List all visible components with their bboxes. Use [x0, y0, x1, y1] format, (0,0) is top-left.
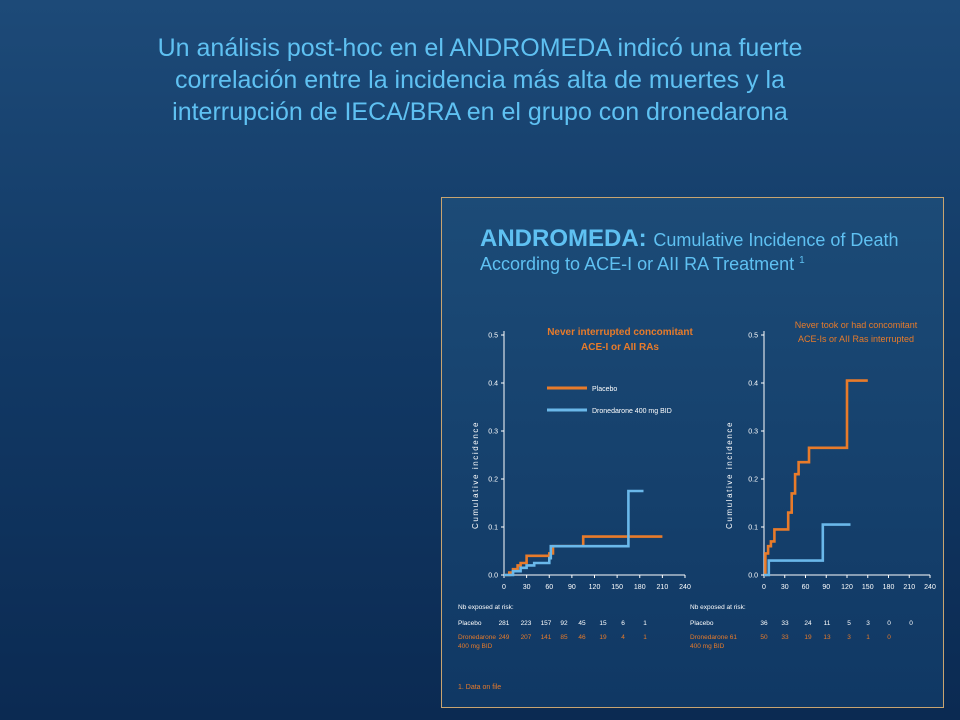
right-chart-dronedarone-line [764, 525, 851, 575]
left-chart-at-risk-value: 281 [498, 620, 510, 627]
left-chart-y-tick-label: 0.4 [488, 380, 498, 388]
right-chart-x-tick-label: 210 [903, 584, 916, 591]
left-chart-at-risk-value: 46 [578, 634, 586, 641]
left-chart-y-tick-label: 0.3 [488, 428, 498, 436]
figure-title-rest: Cumulative Incidence of Death [653, 230, 899, 250]
right-chart-at-risk-value: 50 [760, 634, 768, 641]
left-chart-at-risk-row-label: 400 mg BID [458, 643, 493, 650]
left-chart-at-risk-value: 45 [578, 620, 586, 627]
left-chart-at-risk-value: 223 [520, 620, 532, 627]
right-chart-at-risk-value: 13 [823, 634, 831, 641]
left-chart-at-risk-value: 157 [540, 620, 552, 627]
right-chart-at-risk-value: 33 [781, 620, 789, 627]
right-chart-y-tick-label: 0.2 [748, 476, 758, 484]
left-chart-x-tick-label: 30 [522, 584, 531, 591]
chart-layer [458, 320, 936, 650]
right-chart-at-risk-value: 11 [823, 620, 831, 627]
left-chart-x-tick-label: 180 [633, 584, 646, 591]
left-chart-subtitle: Never interrupted concomitant [547, 327, 693, 338]
figure-title [480, 225, 898, 252]
left-chart-at-risk-value: 19 [599, 634, 607, 641]
right-chart-x-tick-label: 0 [762, 584, 766, 591]
left-chart-placebo-line [504, 537, 662, 575]
right-chart-x-tick-label: 120 [841, 584, 853, 591]
right-chart-placebo-line [764, 381, 868, 575]
left-chart-legend-label: Placebo [592, 386, 618, 393]
right-chart-y-tick-label: 0.4 [748, 380, 758, 388]
left-chart-at-risk-header: Nb exposed at risk: [458, 604, 514, 611]
figure-title-line2 [480, 254, 805, 274]
figure-title-bold: ANDROMEDA: [480, 225, 647, 252]
left-chart-x-tick-label: 210 [656, 584, 669, 591]
right-chart-x-tick-label: 150 [861, 584, 874, 591]
right-chart-at-risk-value: 5 [847, 620, 851, 627]
figure-title-superscript: 1 [799, 255, 805, 266]
figure-svg [442, 198, 943, 707]
left-chart-at-risk-row-label: Placebo [458, 620, 482, 627]
right-chart-x-tick-label: 240 [924, 584, 936, 591]
left-chart-at-risk-value: 15 [599, 620, 607, 627]
left-chart-at-risk-value: 141 [540, 634, 552, 641]
left-chart-at-risk-value: 6 [621, 620, 625, 627]
right-chart-y-axis-label: Cumulative incidence [725, 420, 734, 530]
right-chart-at-risk-value: 3 [866, 620, 870, 627]
right-chart-at-risk-row-label: Placebo [690, 620, 714, 627]
footnote: 1. Data on file [458, 684, 502, 691]
left-chart-at-risk-value: 85 [560, 634, 568, 641]
right-chart-y-tick-label: 0.3 [748, 428, 758, 436]
right-chart-y-tick-label: 0.1 [748, 524, 758, 532]
slide-title [0, 32, 960, 128]
left-chart-at-risk-value: 1 [643, 634, 647, 641]
left-chart-y-tick-label: 0.2 [488, 476, 498, 484]
right-chart-at-risk-row-label: 400 mg BID [690, 643, 725, 650]
right-chart-subtitle: Never took or had concomitant [794, 320, 918, 330]
right-chart-at-risk-value: 33 [781, 634, 789, 641]
left-chart-legend-label: Dronedarone 400 mg BID [592, 408, 672, 415]
right-chart-at-risk-value: 19 [804, 634, 812, 641]
left-chart-at-risk-value: 249 [498, 634, 510, 641]
left-chart-x-tick-label: 0 [502, 584, 506, 591]
right-chart-x-tick-label: 180 [882, 584, 895, 591]
left-chart-x-tick-label: 150 [611, 584, 623, 591]
right-chart-y-tick-label: 0.5 [748, 332, 758, 340]
right-chart-at-risk-row-label: Dronedarone 61 [690, 634, 737, 641]
left-chart-x-tick-label: 120 [588, 584, 601, 591]
right-chart-at-risk-value: 0 [887, 634, 891, 641]
left-chart-x-tick-label: 90 [567, 584, 576, 591]
left-chart-at-risk-value: 4 [621, 634, 625, 641]
right-chart-x-tick-label: 90 [822, 584, 831, 591]
slide-title-line: Un análisis post-hoc en el ANDROMEDA indicó una fuerte [157, 34, 803, 62]
right-chart-at-risk-value: 24 [804, 620, 812, 627]
left-chart-subtitle: ACE-I or AII RAs [581, 342, 659, 353]
right-chart-at-risk-value: 36 [760, 620, 768, 627]
right-chart-at-risk-header: Nb exposed at risk: [690, 604, 746, 611]
left-chart-y-axis-label: Cumulative incidence [471, 420, 480, 530]
right-chart-at-risk-value: 3 [847, 634, 851, 641]
left-chart-x-tick-label: 60 [545, 584, 554, 591]
left-chart-at-risk-value: 1 [643, 620, 647, 627]
left-chart-at-risk-value: 207 [520, 634, 532, 641]
right-chart-x-tick-label: 30 [780, 584, 789, 591]
right-chart-y-tick-label: 0.0 [748, 572, 758, 580]
figure-title-line2-text: According to ACE-I or AII RA Treatment [480, 254, 795, 274]
slide-title-line: interrupción de IECA/BRA en el grupo con dronedarona [172, 98, 788, 126]
left-chart-at-risk-value: 92 [560, 620, 568, 627]
left-chart-x-tick-label: 240 [679, 584, 691, 591]
left-chart-at-risk-row-label: Dronedarone [458, 634, 496, 641]
figure-panel [441, 197, 944, 708]
slide-title-line: correlación entre la incidencia más alta de muertes y la [174, 66, 786, 94]
left-chart-y-tick-label: 0.0 [488, 572, 498, 580]
right-chart-x-tick-label: 60 [801, 584, 810, 591]
right-chart-at-risk-value: 0 [909, 620, 913, 627]
right-chart-at-risk-value: 0 [887, 620, 891, 627]
left-chart-y-tick-label: 0.1 [488, 524, 498, 532]
right-chart-at-risk-value: 1 [866, 634, 870, 641]
left-chart-y-tick-label: 0.5 [488, 332, 498, 340]
right-chart-subtitle: ACE-Is or AII Ras interrupted [797, 334, 915, 344]
